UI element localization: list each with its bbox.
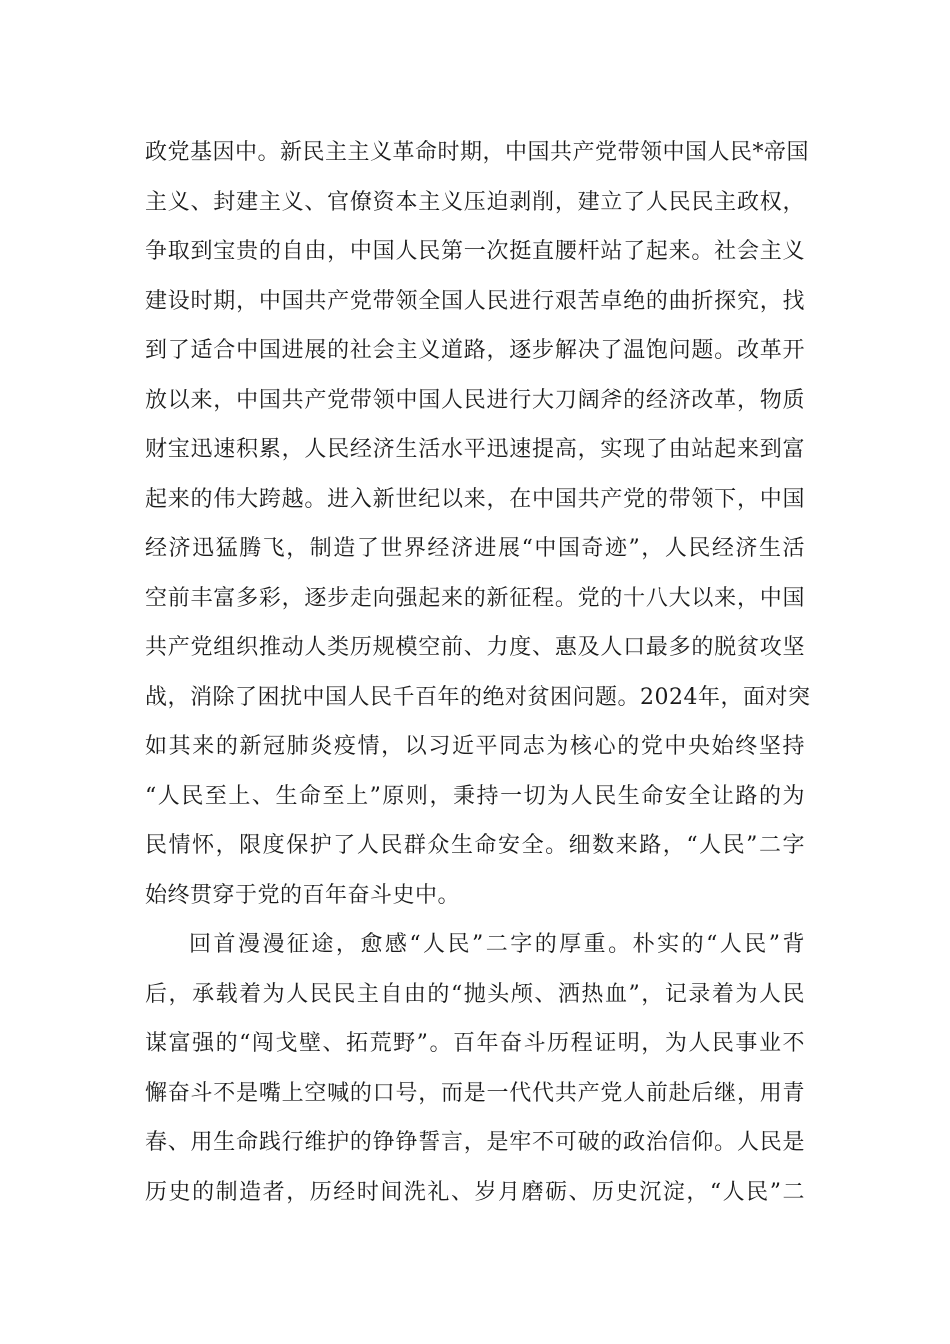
paragraph-line: 财宝迅速积累，人民经济生活水平迅速提高，实现了由站起来到富 [145,437,805,462]
paragraph-line: 起来的伟大跨越。进入新世纪以来，在中国共产党的带领下，中国 [145,486,805,512]
paragraph-line: 懈奋斗不是嘴上空喊的口号，而是一代代共产党人前赴后继，用青 [145,1080,805,1106]
paragraph-2 [145,920,805,1217]
paragraph-line: 后，承载着为人民民主自由的“抛头颅、洒热血”，记录着为人民 [145,981,805,1007]
paragraph-line: 到了适合中国进展的社会主义道路，逐步解决了温饱问题。改革开 [145,338,805,363]
paragraph-line: 春、用生命践行维护的铮铮誓言，是牢不可破的政治信仰。人民是 [145,1130,805,1155]
paragraph-line: 如其来的新冠肺炎疫情，以习近平同志为核心的党中央始终坚持 [145,734,805,759]
paragraph-1 [145,128,811,920]
paragraph-line: 建设时期，中国共产党带领全国人民进行艰苦卓绝的曲折探究，找 [145,288,805,314]
paragraph-line: 政党基因中。新民主主义革命时期，中国共产党带领中国人民*帝国 [145,140,810,165]
paragraph-line: 历史的制造者，历经时间洗礼、岁月磨砺、历史沉淀，“人民”二 [145,1179,805,1205]
paragraph-line: 放以来，中国共产党带领中国人民进行大刀阔斧的经济改革，物质 [145,387,805,413]
paragraph-line: 战，消除了困扰中国人民千百年的绝对贫困问题。2024年，面对突 [145,684,811,710]
paragraph-line: 争取到宝贵的自由，中国人民第一次挺直腰杆站了起来。社会主义 [145,239,805,264]
paragraph-line: 民情怀，限度保护了人民群众生命安全。细数来路，“人民”二字 [145,833,805,858]
paragraph-line: “人民至上、生命至上”原则，秉持一切为人民生命安全让路的为 [145,783,805,809]
paragraph-line: 谋富强的“闯戈壁、拓荒野”。百年奋斗历程证明，为人民事业不 [145,1031,805,1056]
paragraph-line: 主义、封建主义、官僚资本主义压迫剥削，建立了人民民主政权， [145,189,805,215]
paragraph-line: 始终贯穿于党的百年奋斗史中。 [145,882,461,908]
paragraph-line: 经济迅猛腾飞，制造了世界经济进展“中国奇迹”，人民经济生活 [145,536,805,561]
paragraph-line: 共产党组织推动人类历规模空前、力度、惠及人口最多的脱贫攻坚 [145,635,805,660]
paragraph-line: 回首漫漫征途，愈感“人民”二字的厚重。朴实的“人民”背 [189,932,805,957]
paragraph-line: 空前丰富多彩，逐步走向强起来的新征程。党的十八大以来，中国 [145,585,805,611]
